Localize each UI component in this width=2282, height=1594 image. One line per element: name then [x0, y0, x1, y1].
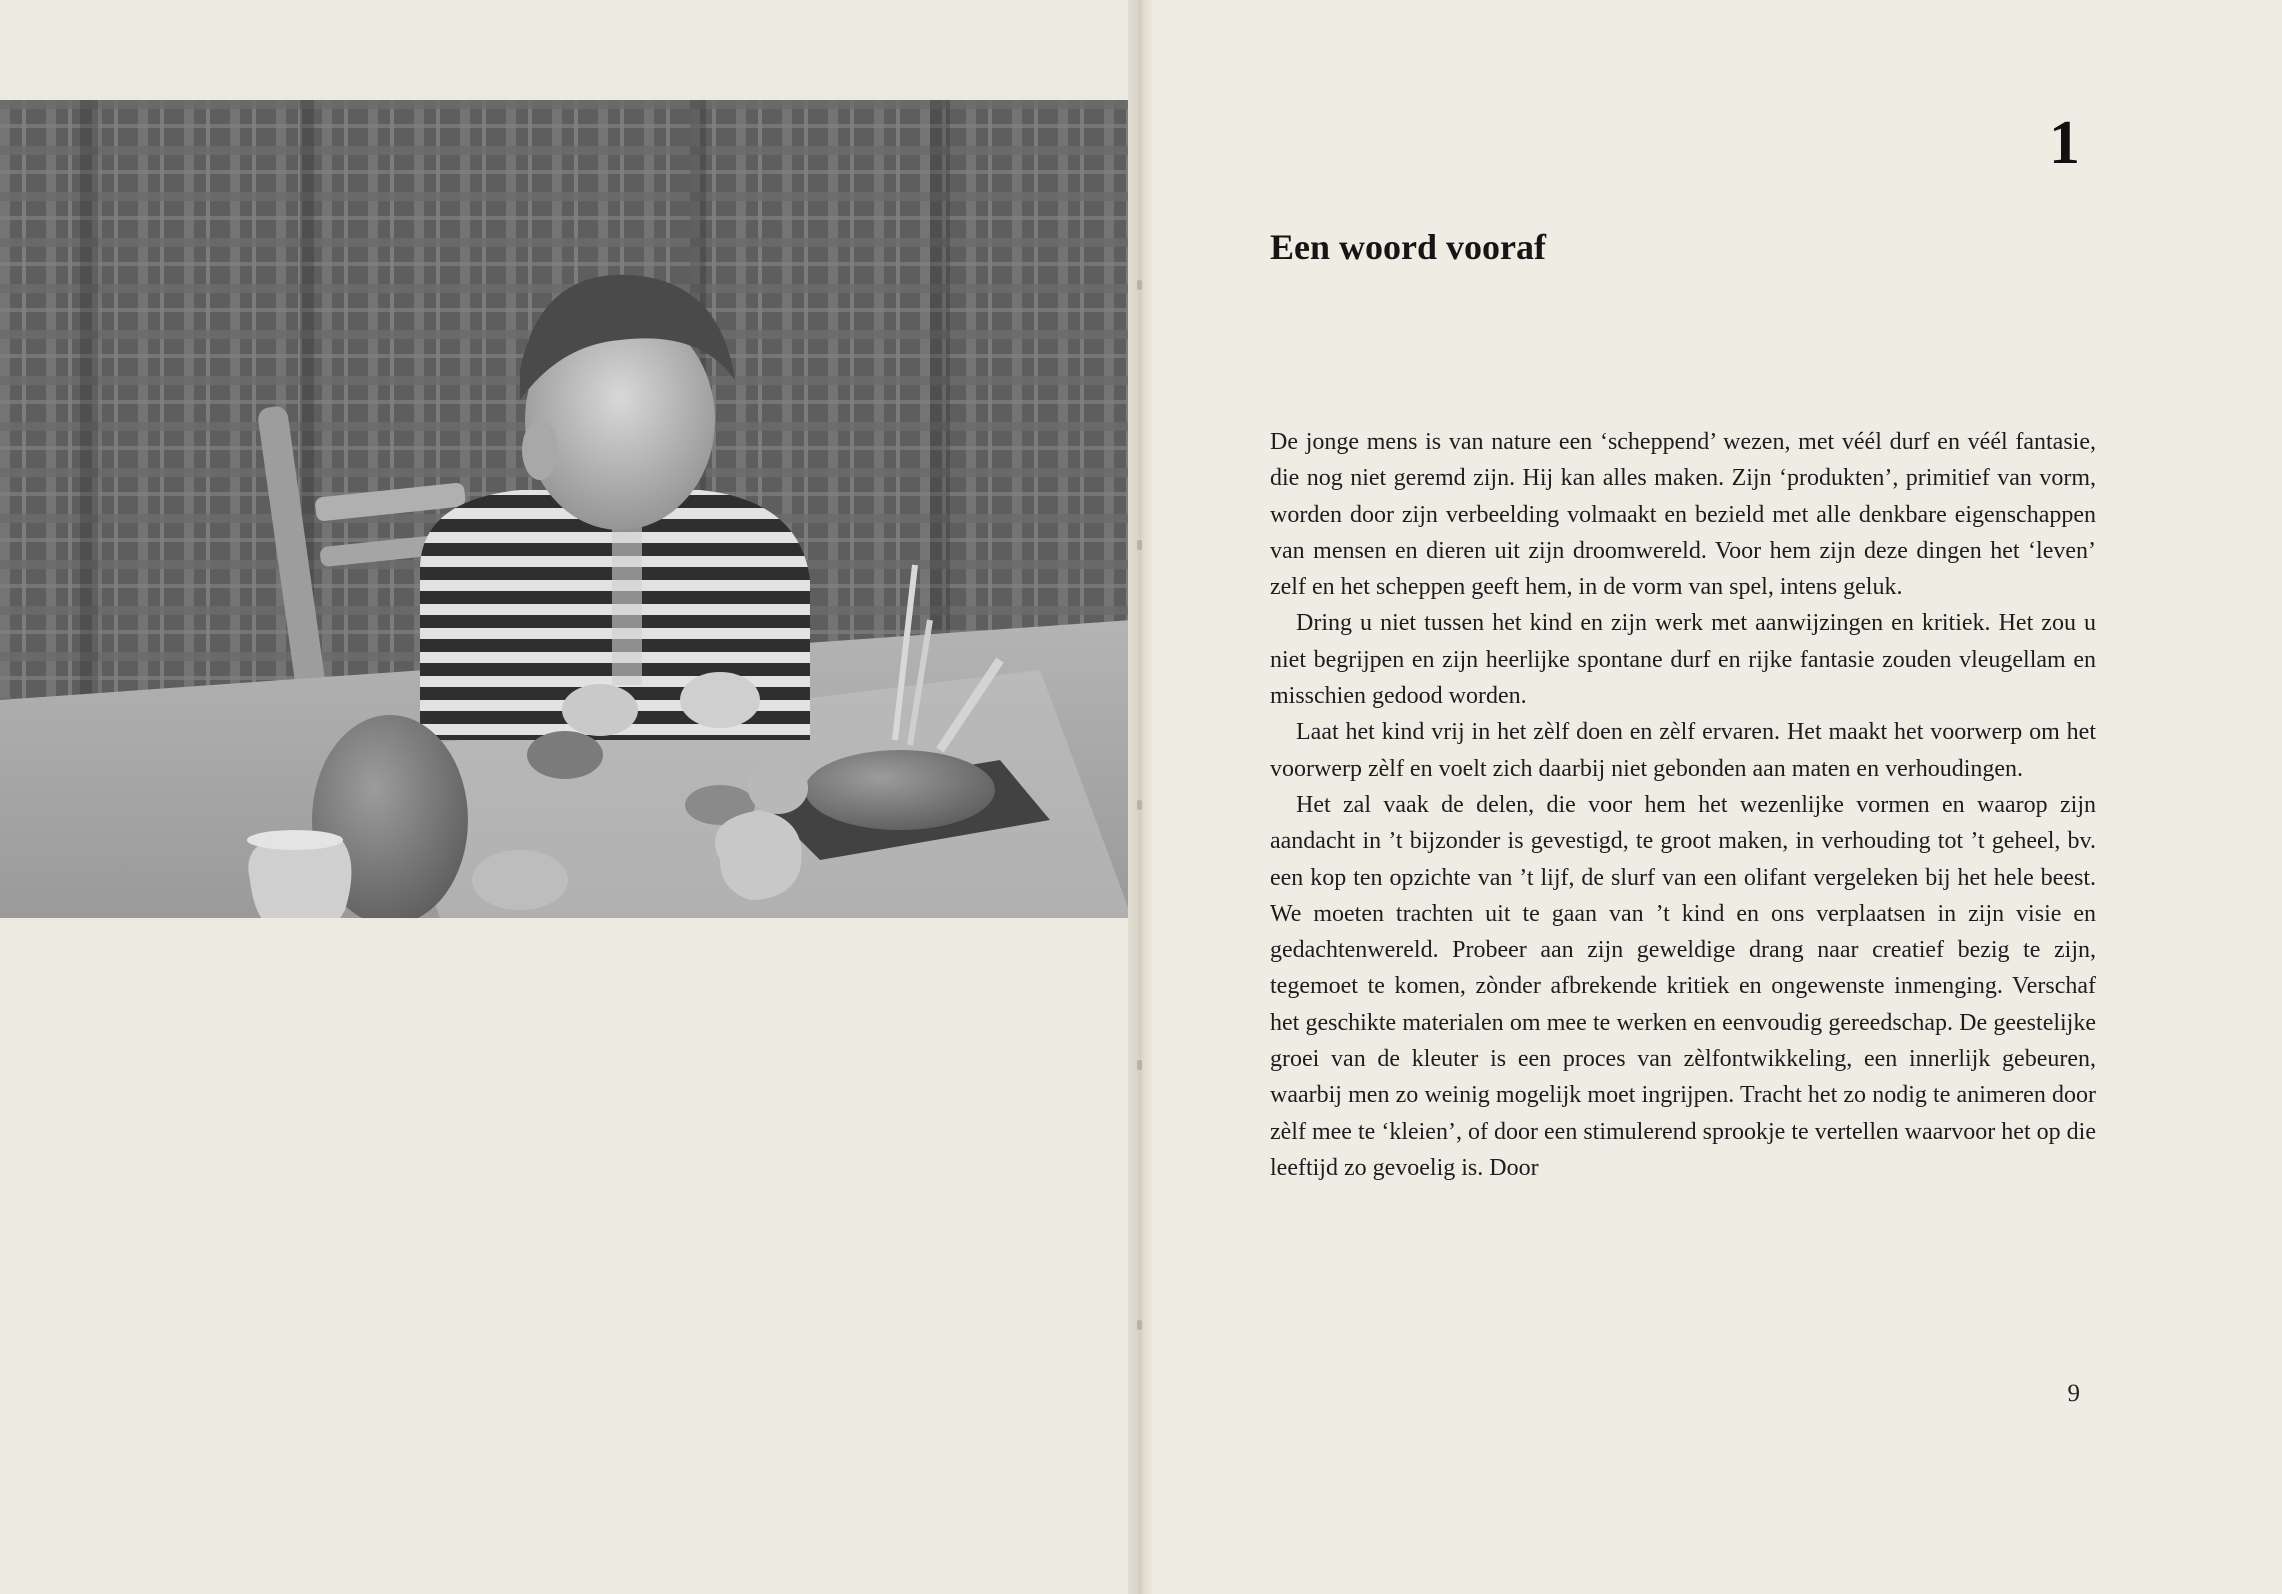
- chapter-title: Een woord vooraf: [1270, 227, 1546, 267]
- paragraph: Het zal vaak de delen, die voor hem het wezenlijke vormen en waarop zijn aandacht in ’t bijzonder is gevestigd, te groot maken, in verhouding tot ’t geheel, bv. een kop ten opzichte van ’t lijf, de slurf van een olifant vergeleken bij het hele beest. We moeten trachten uit te gaan van ’t kind en ons verplaatsen in zijn visie en gedachtenwereld. Probeer aan zijn geweldige drang naar creatief bezig te zijn, tegemoet te komen, zònder afbrekende kritiek en ongewenste inmenging. Verschaf het geschikte materialen om mee te werken en eenvoudig gereedschap. De geestelijke groei van de kleuter is een proces van zèlfontwikkeling, een innerlijk gebeuren, waarbij men zo weinig mogelijk moet ingrijpen. Tracht het zo nodig te animeren door zèlf mee te ‘kleien’, of door een stimulerend sprookje te vertellen waarvoor het op die leeftijd zo gevoelig is. Door: [1270, 791, 2096, 1181]
- binding-stitch: [1137, 1060, 1142, 1070]
- binding-stitch: [1137, 800, 1142, 810]
- page-number: 9: [2067, 1380, 2080, 1407]
- photo-child-modelling-clay: [0, 100, 1132, 918]
- paragraph: Laat het kind vrij in het zèlf doen en zèlf ervaren. Het maakt het voorwerp om het voorwerp zèlf en voelt zich daarbij niet gebonden aan maten en verhoudingen.: [1270, 719, 2096, 782]
- binding-stitch: [1137, 1320, 1142, 1330]
- book-gutter: [1128, 0, 1152, 1594]
- binding-stitch: [1137, 280, 1142, 290]
- chapter-number: 1: [2049, 109, 2080, 177]
- binding-stitch: [1137, 540, 1142, 550]
- left-page: [0, 0, 1140, 1594]
- photograph: [0, 100, 1132, 918]
- paragraph: De jonge mens is van nature een ‘scheppend’ wezen, met véél durf en véél fantasie, die nog niet geremd zijn. Hij kan alles maken. Zijn ‘produkten’, primitief van vorm, worden door zijn verbeelding volmaakt en bezield met alle denkbare eigenschappen van mensen en dieren uit zijn droomwereld. Voor hem zijn deze dingen het ‘leven’ zelf en het scheppen geeft hem, in de vorm van spel, intens geluk.: [1270, 429, 2096, 601]
- paragraph: Dring u niet tussen het kind en zijn werk met aanwijzingen en kritiek. Het zou u niet begrijpen en zijn heerlijke spontane durf en rijke fantasie zouden vleugellam en misschien gedood worden.: [1270, 610, 2096, 710]
- body-text: [1270, 424, 2096, 1186]
